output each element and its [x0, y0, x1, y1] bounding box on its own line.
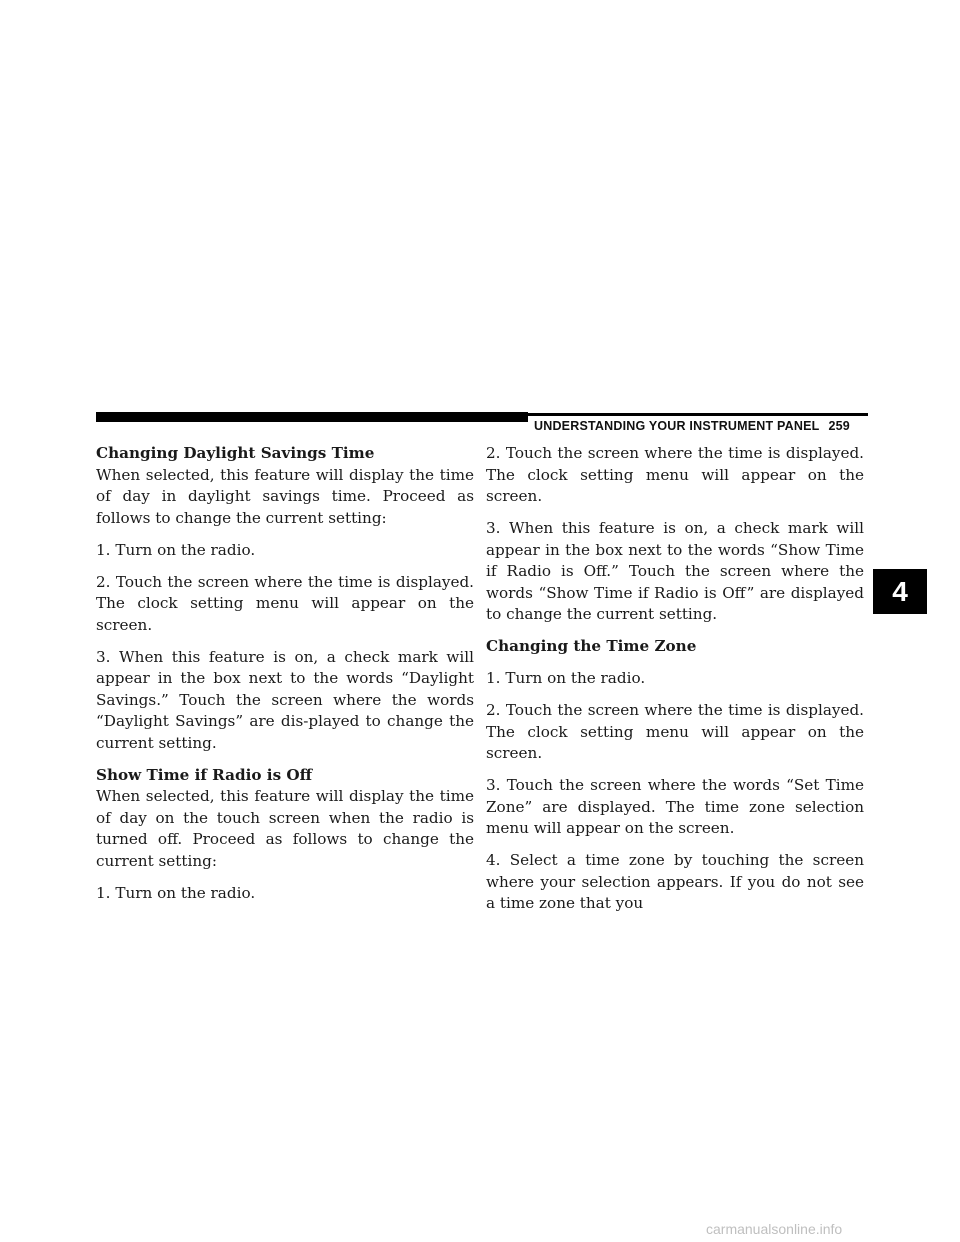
chapter-tab: 4	[873, 569, 927, 614]
heading-daylight-savings: Changing Daylight Savings Time	[96, 444, 375, 462]
right-column	[486, 443, 864, 925]
header-rule-thick	[96, 412, 528, 422]
heading-time-zone: Changing the Time Zone	[486, 637, 697, 655]
paragraph: 2. Touch the screen where the time is displayed. The clock setting menu will appear on the screen.	[486, 444, 864, 505]
paragraph: 3. When this feature is on, a check mark will appear in the box next to the words “Show Time if Radio is Off.” Touch the screen where the words “Show Time if Radio is Off” are displayed to change the current setting.	[486, 519, 864, 623]
left-column	[96, 443, 474, 915]
paragraph: 3. Touch the screen where the words “Set Time Zone” are displayed. The time zone selection menu will appear on the screen.	[486, 776, 864, 837]
paragraph: 3. When this feature is on, a check mark will appear in the box next to the words “Daylight Savings.” Touch the screen where the words “Daylight Savings” are dis-played to change the current setting.	[96, 647, 474, 752]
watermark: carmanualsonline.info	[706, 1221, 843, 1237]
paragraph: 2. Touch the screen where the time is displayed. The clock setting menu will appear on the screen.	[486, 701, 864, 762]
paragraph: When selected, this feature will display the time of day in daylight savings time. Proceed as follows to change the current setting:	[96, 465, 474, 527]
heading-show-time: Show Time if Radio is Off	[96, 765, 313, 784]
paragraph: When selected, this feature will display the time of day on the touch screen when the radio is turned off. Proceed as follows to change the current setting:	[96, 787, 474, 870]
paragraph: 1. Turn on the radio.	[486, 669, 646, 687]
header-rule-thin	[528, 413, 868, 416]
section-title: UNDERSTANDING YOUR INSTRUMENT PANEL	[534, 419, 820, 433]
page-number: 259	[828, 419, 850, 433]
paragraph: 1. Turn on the radio.	[96, 883, 256, 902]
paragraph: 4. Select a time zone by touching the screen where your selection appears. If you do not see a time zone that you	[486, 851, 864, 912]
paragraph: 2. Touch the screen where the time is displayed. The clock setting menu will appear on the screen.	[96, 572, 474, 634]
paragraph: 1. Turn on the radio.	[96, 540, 256, 559]
running-header	[534, 419, 870, 433]
